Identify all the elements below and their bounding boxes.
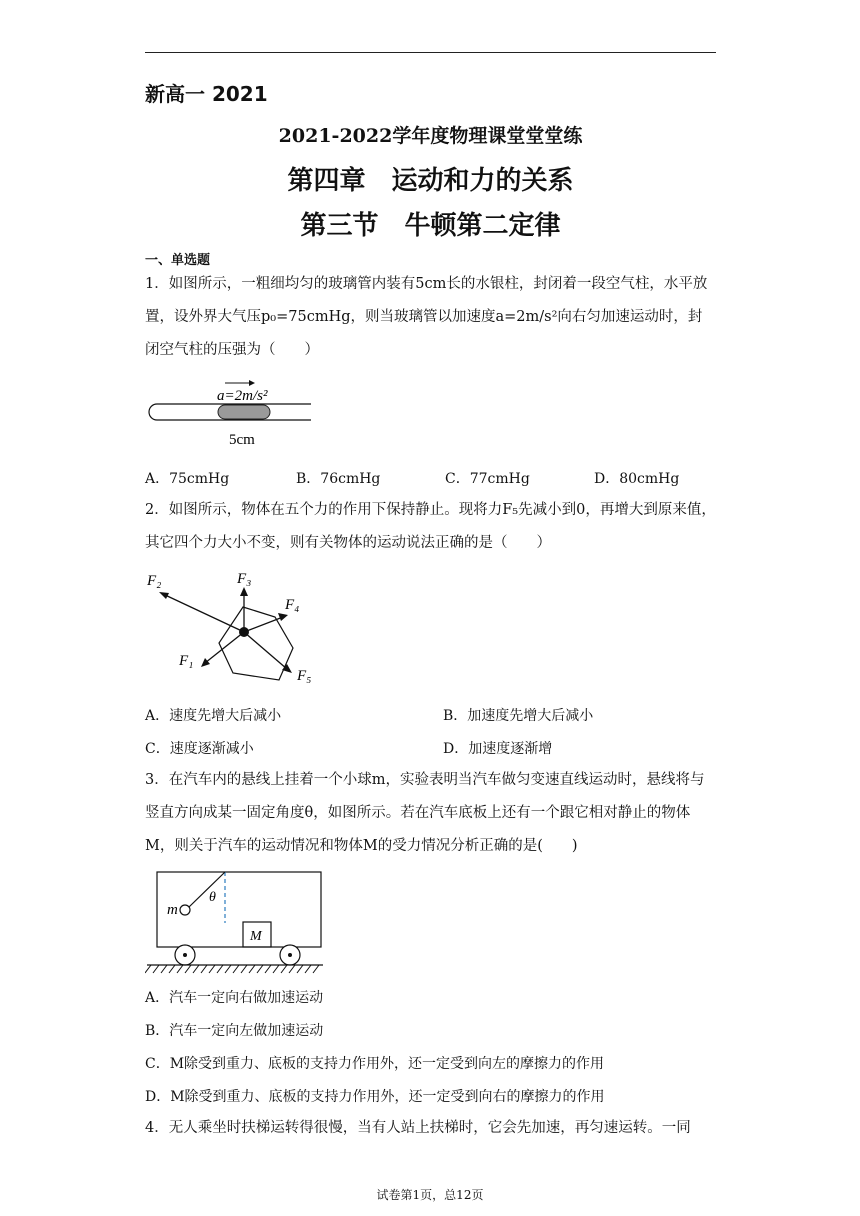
header-rule	[145, 52, 716, 53]
force-label-f3: F₃	[237, 571, 252, 587]
q3-option-b[interactable]: B．汽车一定向左做加速运动	[145, 1023, 324, 1039]
q2-option-b[interactable]: B．加速度先增大后减小	[443, 708, 594, 724]
question-1-text: 1．如图所示，一粗细均匀的玻璃管内装有5cm长的水银柱，封闭着一段空气柱，水平放置，设外界大气压p₀=75cmHg，则当玻璃管以加速度a=2m/s²向右匀加速运动时，封闭空气柱的压强为（ ）	[145, 276, 708, 358]
grade-tag: 新高一 2021	[145, 82, 268, 106]
q1-option-a[interactable]: A．75cmHg	[145, 471, 230, 487]
question-3-text: 3．在汽车内的悬线上挂着一个小球m，实验表明当汽车做匀变速直线运动时，悬线将与竖直方向成某一固定角度θ，如图所示。若在汽车底板上还有一个跟它相对静止的物体M，则关于汽车的运动情况和物体M的受力情况分析正确的是( )	[145, 772, 705, 854]
q1-option-c[interactable]: C．77cmHg	[445, 471, 530, 487]
ball-label: m	[167, 902, 178, 918]
force-label-f1: F₁	[179, 653, 194, 669]
acceleration-label: a=2m/s²	[217, 388, 268, 404]
chapter-title: 第四章 运动和力的关系	[287, 166, 574, 196]
section-title: 第三节 牛顿第二定律	[300, 211, 561, 241]
force-label-f4: F₄	[285, 597, 300, 613]
question-4-text: 4．无人乘坐时扶梯运转得很慢，当有人站上扶梯时，它会先加速，再匀速运转。一同	[145, 1120, 691, 1136]
q1-option-b[interactable]: B．76cmHg	[296, 471, 381, 487]
question-3-figure	[145, 868, 330, 978]
force-label-f5: F₅	[297, 668, 312, 684]
q3-option-d[interactable]: D．M除受到重力、底板的支持力作用外，还一定受到向右的摩擦力的作用	[145, 1089, 605, 1105]
q3-option-a[interactable]: A．汽车一定向右做加速运动	[145, 990, 324, 1006]
force-label-f2: F₂	[147, 573, 162, 589]
question-2-text: 2．如图所示，物体在五个力的作用下保持静止。现将力F₅先减小到0，再增大到原来值，其它四个力大小不变，则有关物体的运动说法正确的是（ ）	[145, 502, 716, 551]
q2-option-a[interactable]: A．速度先增大后减小	[145, 708, 282, 724]
mercury-column	[218, 405, 270, 419]
q2-option-d[interactable]: D．加速度逐渐增	[443, 741, 553, 757]
page-footer: 试卷第1页，总12页	[376, 1188, 484, 1202]
block-label: M	[250, 929, 262, 944]
q3-option-c[interactable]: C．M除受到重力、底板的支持力作用外，还一定受到向左的摩擦力的作用	[145, 1056, 605, 1072]
q1-option-d[interactable]: D．80cmHg	[594, 471, 680, 487]
angle-label: θ	[209, 890, 216, 905]
question-2-figure	[145, 565, 335, 690]
mercury-length-label: 5cm	[229, 432, 255, 448]
doc-title: 2021-2022学年度物理课堂堂堂练	[278, 125, 583, 147]
question-type-heading: 一、单选题	[145, 253, 211, 268]
q2-option-c[interactable]: C．速度逐渐减小	[145, 741, 254, 757]
question-1-figure	[145, 374, 315, 454]
